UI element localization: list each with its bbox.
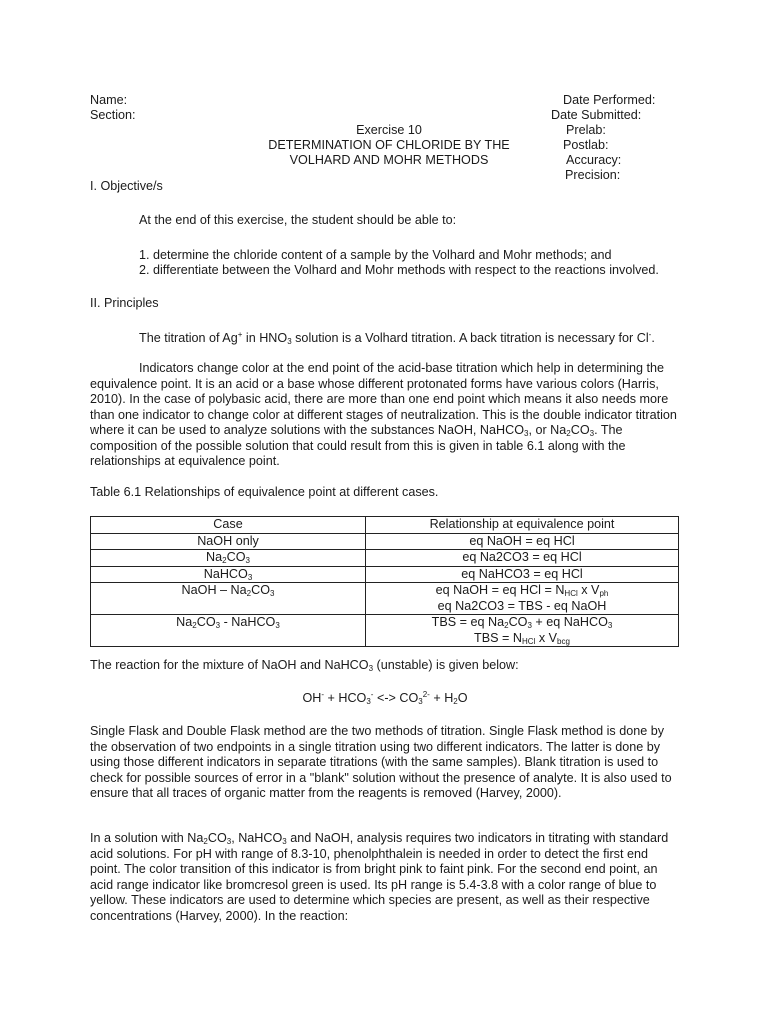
table-cell-case: $Na_2CO_3$ - NaHCO$_3$ xyxy=(91,615,366,647)
reaction-equation: $OH^- + HCO_3^-$ <-> $CO_3^{2-} + H_2O$ xyxy=(302,690,468,706)
table-cell-relationship: eq Na2CO3 = eq HCl xyxy=(366,550,679,567)
table-cell-case: NaOH only xyxy=(91,533,366,550)
section-label: Section: xyxy=(90,108,136,122)
table-cell-case: $Na_2CO_3$ xyxy=(91,550,366,567)
postlab-label: Postlab: xyxy=(563,138,609,152)
equivalence-table xyxy=(90,516,679,647)
date-submitted-label: Date Submitted: xyxy=(551,108,642,122)
precision-label: Precision: xyxy=(565,168,621,182)
objectives-intro: At the end of this exercise, the student should be able to: xyxy=(139,213,457,227)
principles-paragraph-2: Indicators change color at the end point of the acid-base titration which help in determining the equivalence point. It is an acid or a base whose different protonated forms have various colors (Harris, 2010). In the case of polybasic acid, there are more than one end point which means it also needs more than one indicator to change color at different stages of neutralization. This is the double indicator titration where it can be used to analyze solutions with the substances NaOH, NaHCO$_3$, or $Na_2CO_3$. The composition of the possible solution that could result from this is given in table 6.1 along with the relationships at equivalence point. xyxy=(90,361,677,468)
reaction-intro: The reaction for the mixture of NaOH and NaHCO$_3$ (unstable) is given below: xyxy=(90,658,519,673)
table-row xyxy=(91,566,679,583)
table-cell-relationship: eq NaHCO3 = eq HCl xyxy=(366,566,679,583)
table-cell-relationship: eq NaOH = eq HCl xyxy=(366,533,679,550)
objectives-heading: I. Objective/s xyxy=(90,179,163,193)
table-row xyxy=(91,615,679,647)
table-header-case: Case xyxy=(91,517,366,534)
name-label: Name: xyxy=(90,93,128,107)
principles-heading: II. Principles xyxy=(90,296,159,310)
objective-item-1: 1. determine the chloride content of a sample by the Volhard and Mohr methods; and xyxy=(139,248,612,262)
exercise-title-line1: DETERMINATION OF CHLORIDE BY THE xyxy=(268,138,510,152)
prelab-label: Prelab: xyxy=(566,123,606,137)
exercise-title-line2: VOLHARD AND MOHR METHODS xyxy=(289,153,489,167)
table-row xyxy=(91,583,679,615)
accuracy-label: Accuracy: xyxy=(566,153,622,167)
table-cell-relationship: TBS = eq $Na_2CO_3$ + eq NaHCO$_3$ TBS = $N_{HCl}$ x $V_{bcg}$ xyxy=(366,615,679,647)
principles-paragraph-1: The titration of Ag+ in $HNO_3$ solution is a Volhard titration. A back titration is necessary for Cl-. xyxy=(139,330,655,346)
table-header-relationship: Relationship at equivalence point xyxy=(366,517,679,534)
table-row xyxy=(91,550,679,567)
table-cell-relationship: eq NaOH = eq HCl = $N_{HCl}$ x $V_{ph}$ eq Na2CO3 = TBS - eq NaOH xyxy=(366,583,679,615)
exercise-number: Exercise 10 xyxy=(356,123,422,137)
principles-paragraph-3: Single Flask and Double Flask method are the two methods of titration. Single Flask method is done by the observation of two endpoints in a single titration using two different indicators. The latter is done by using those different indicators in separate titrations (with the same samples). Blank titration is used to check for possible sources of error in a "blank" solution without the presence of analyte. It is also used to ensure that all traces of organic matter from the reagents is removed (Harvey, 2000). xyxy=(90,724,672,800)
table-row xyxy=(91,533,679,550)
date-performed-label: Date Performed: xyxy=(563,93,656,107)
table-cell-case: NaHCO$_3$ xyxy=(91,566,366,583)
table-cell-case: NaOH – $Na_2CO_3$ xyxy=(91,583,366,615)
principles-paragraph-4: In a solution with $Na_2CO_3$, NaHCO$_3$ and NaOH, analysis requires two indicators in titrating with standard acid solutions. For pH with range of 8.3-10, phenolphthalein is needed in order to detect the first end point. The color transition of this indicator is from bright pink to faint pink. For the second end point, an acid range indicator like bromcresol green is used. Its pH range is 5.4-3.8 with a color range of blue to yellow. These indicators are used to determine which species are present, as well as their respective concentrations (Harvey, 2000). In the reaction: xyxy=(90,831,669,923)
objective-item-2: 2. differentiate between the Volhard and Mohr methods with respect to the reactions involved. xyxy=(139,263,659,277)
table-caption: Table 6.1 Relationships of equivalence point at different cases. xyxy=(90,485,439,499)
table-header-row xyxy=(91,517,679,534)
